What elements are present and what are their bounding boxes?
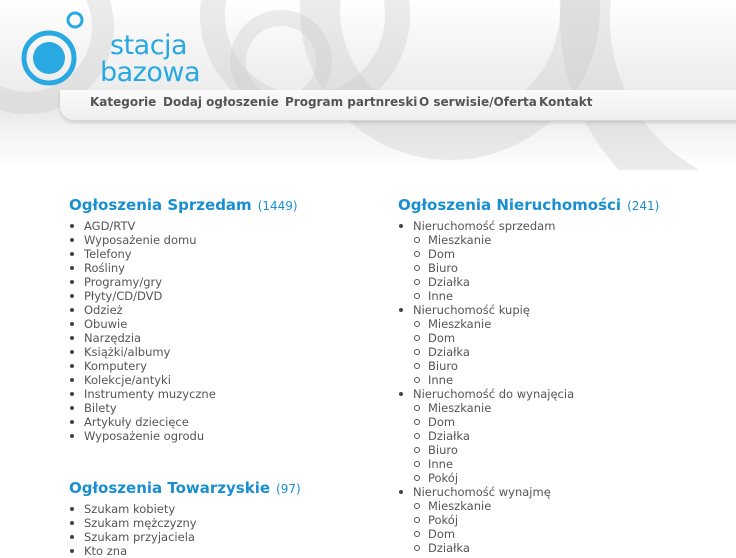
section-title-sprzedam[interactable] bbox=[69, 196, 298, 214]
category-group bbox=[398, 303, 574, 317]
subcategory-link[interactable]: Biuro bbox=[398, 359, 574, 373]
category-link[interactable]: Bilety bbox=[69, 401, 216, 415]
subcategory-link[interactable]: Działka bbox=[398, 345, 574, 359]
category-group-link[interactable]: Nieruchomość kupię bbox=[398, 303, 574, 317]
subcategory-link[interactable]: Dom bbox=[398, 527, 574, 541]
subcategory-link[interactable]: Dom bbox=[398, 415, 574, 429]
decorative-ring bbox=[560, 0, 736, 170]
category-link[interactable]: Instrumenty muzyczne bbox=[69, 387, 216, 401]
subcategory-link[interactable]: Mieszkanie bbox=[398, 401, 574, 415]
subcategory-link[interactable]: Biuro bbox=[398, 261, 574, 275]
category-link[interactable]: Obuwie bbox=[69, 317, 216, 331]
category-link[interactable]: Książki/albumy bbox=[69, 345, 216, 359]
nav-item-kategorie[interactable]: Kategorie bbox=[90, 95, 157, 109]
nav-item-kontakt[interactable]: Kontakt bbox=[539, 95, 593, 109]
subcategory-link[interactable]: Działka bbox=[398, 429, 574, 443]
logo-text-line2: bazowa bbox=[100, 57, 201, 88]
subcategory-link[interactable]: Inne bbox=[398, 289, 574, 303]
subcategory-link[interactable]: Dom bbox=[398, 331, 574, 345]
subcategory-link[interactable]: Działka bbox=[398, 541, 574, 555]
nav-item-program-partnerski[interactable]: Program partnreski bbox=[285, 95, 418, 109]
main-nav bbox=[60, 90, 736, 121]
subcategory-list bbox=[398, 233, 574, 303]
category-link[interactable]: Kto zna bbox=[69, 544, 197, 558]
category-link[interactable]: Rośliny bbox=[69, 261, 216, 275]
section-title-text: Ogłoszenia Sprzedam bbox=[69, 196, 252, 214]
subcategory-link[interactable]: Pokój bbox=[398, 513, 574, 527]
logo-rings-icon bbox=[18, 10, 98, 92]
subcategory-link[interactable]: Inne bbox=[398, 373, 574, 387]
subcategory-link[interactable]: Działka bbox=[398, 275, 574, 289]
category-link[interactable]: Szukam przyjaciela bbox=[69, 530, 197, 544]
subcategory-list bbox=[398, 317, 574, 387]
section-count: (1449) bbox=[257, 199, 298, 213]
category-group bbox=[398, 387, 574, 401]
nav-item-dodaj-ogloszenie[interactable]: Dodaj ogłoszenie bbox=[163, 95, 279, 109]
category-link[interactable]: Wyposażenie ogrodu bbox=[69, 429, 216, 443]
category-list-towarzyskie bbox=[69, 502, 197, 558]
subcategory-link[interactable]: Biuro bbox=[398, 443, 574, 457]
category-list-nieruchomosci bbox=[398, 219, 574, 555]
subcategory-link[interactable]: Mieszkanie bbox=[398, 233, 574, 247]
category-link[interactable]: Płyty/CD/DVD bbox=[69, 289, 216, 303]
category-link[interactable]: AGD/RTV bbox=[69, 219, 216, 233]
subcategory-link[interactable]: Pokój bbox=[398, 471, 574, 485]
category-link[interactable]: Szukam mężczyzny bbox=[69, 516, 197, 530]
section-title-towarzyskie[interactable] bbox=[69, 479, 301, 497]
subcategory-link[interactable]: Inne bbox=[398, 457, 574, 471]
category-link[interactable]: Kolekcje/antyki bbox=[69, 373, 216, 387]
category-group bbox=[398, 485, 574, 499]
category-link[interactable]: Szukam kobiety bbox=[69, 502, 197, 516]
logo-text bbox=[100, 32, 200, 86]
category-group-link[interactable]: Nieruchomość wynajmę bbox=[398, 485, 574, 499]
category-link[interactable]: Narzędzia bbox=[69, 331, 216, 345]
section-title-text: Ogłoszenia Towarzyskie bbox=[69, 479, 271, 497]
category-link[interactable]: Programy/gry bbox=[69, 275, 216, 289]
category-link[interactable]: Komputery bbox=[69, 359, 216, 373]
subcategory-list bbox=[398, 499, 574, 555]
logo-text-line1: stacja bbox=[110, 30, 188, 61]
nav-item-o-serwisie[interactable]: O serwisie/Oferta bbox=[419, 95, 537, 109]
category-list-sprzedam bbox=[69, 219, 216, 443]
category-link[interactable]: Odzież bbox=[69, 303, 216, 317]
category-group bbox=[398, 219, 574, 233]
section-title-text: Ogłoszenia Nieruchomości bbox=[398, 196, 622, 214]
category-link[interactable]: Wyposażenie domu bbox=[69, 233, 216, 247]
section-title-nieruchomosci[interactable] bbox=[398, 196, 659, 214]
subcategory-list bbox=[398, 401, 574, 485]
subcategory-link[interactable]: Mieszkanie bbox=[398, 499, 574, 513]
category-link[interactable]: Telefony bbox=[69, 247, 216, 261]
logo[interactable] bbox=[18, 10, 208, 90]
category-group-link[interactable]: Nieruchomość sprzedam bbox=[398, 219, 574, 233]
subcategory-link[interactable]: Dom bbox=[398, 247, 574, 261]
category-link[interactable]: Artykuły dziecięce bbox=[69, 415, 216, 429]
section-count: (97) bbox=[276, 482, 301, 496]
subcategory-link[interactable]: Mieszkanie bbox=[398, 317, 574, 331]
section-count: (241) bbox=[627, 199, 660, 213]
category-group-link[interactable]: Nieruchomość do wynajęcia bbox=[398, 387, 574, 401]
